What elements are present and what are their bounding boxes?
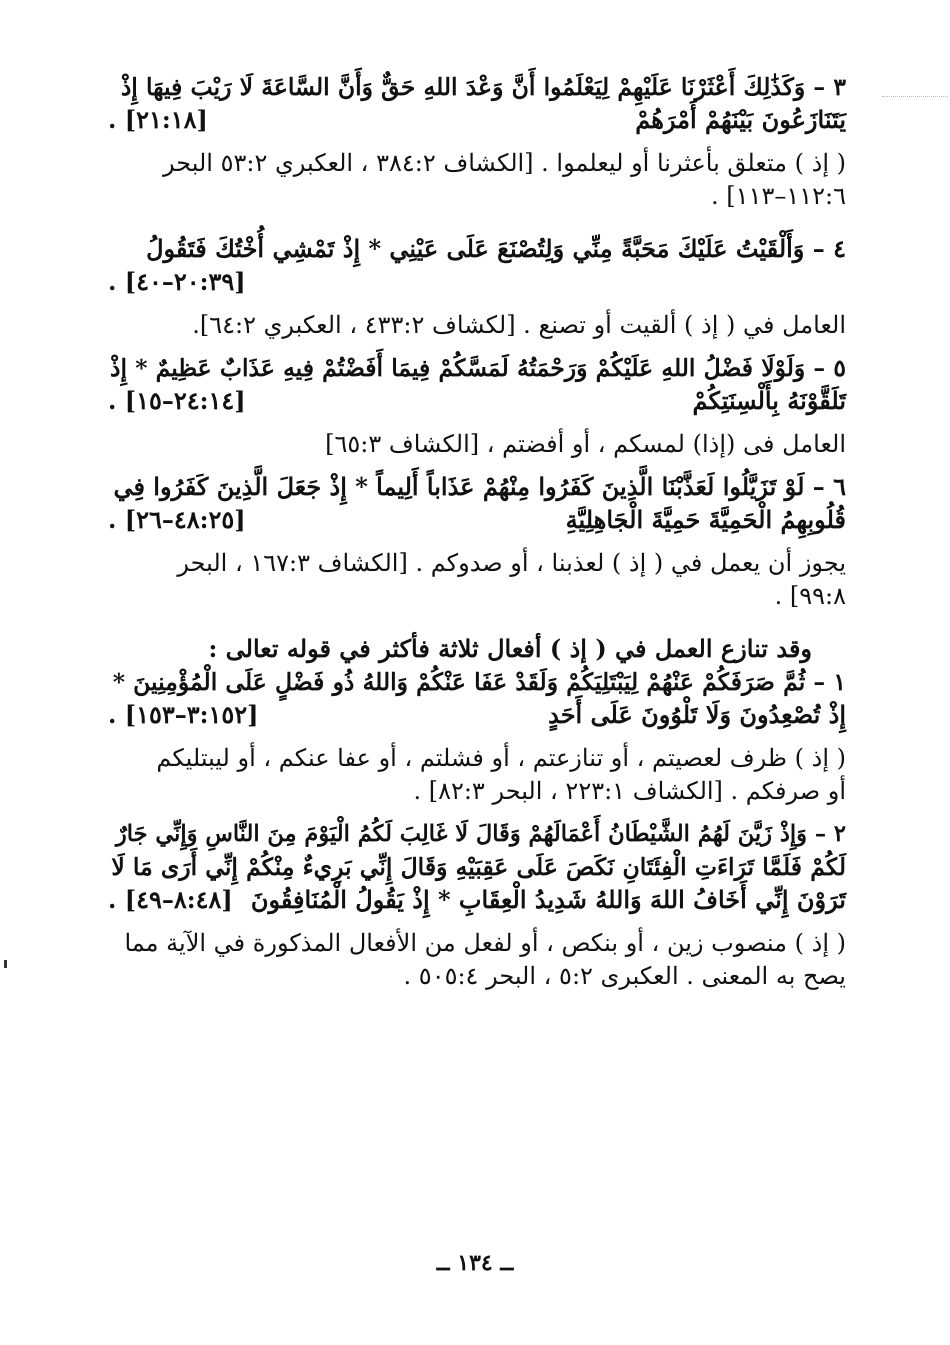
intro-text: وقد تنازع العمل في ( إذ ) أفعال ثلاثة فأكثر في قوله تعالى : <box>208 634 812 663</box>
verse-citation: [٢٤:١٤–١٥] . <box>108 386 246 415</box>
commentary-text: العامل في ( إذ ) ألقيت أو تصنع . [لكشاف ٤٣٣:٢ ، العكبري ٦٤:٢]. <box>192 311 846 339</box>
verse-citation: [٤٨:٢٥–٢٦] . <box>108 505 246 534</box>
section-intro <box>108 634 846 667</box>
entry-6 <box>108 472 846 614</box>
verse-line <box>108 353 846 386</box>
verse-citation: [٨:٤٨–٤٩] . <box>108 885 233 914</box>
verse-text: ٥ – وَلَوْلَا فَضْلُ اللهِ عَلَيْكُمْ وَرَحْمَتُهُ لَمَسَّكُمْ فِيمَا أَفَضْتُمْ فِيهِ عَذَابٌ عَظِيمٌ * إِذْ <box>110 354 846 382</box>
entry-b1 <box>108 667 846 809</box>
commentary-line <box>108 548 846 581</box>
entry-b2 <box>108 819 846 994</box>
verse-line <box>108 386 846 419</box>
verse-citation: [٢٠:٣٩–٤٠] . <box>108 267 246 296</box>
verse-text: تَرَوْنَ إِنِّي أَخَافُ اللهَ وَاللهُ شَدِيدُ الْعِقَابِ * إِذْ يَقُولُ الْمُنَافِقُونَ <box>250 885 846 914</box>
verse-citation: [٣:١٥٢–١٥٣] . <box>108 700 259 729</box>
commentary-text: ١١٢:٦–١١٣] . <box>711 182 846 210</box>
text-column <box>108 72 846 994</box>
verse-line <box>108 885 846 918</box>
verse-line <box>108 700 846 733</box>
commentary-text: يصح به المعنى . العكبرى ٥:٢ ، البحر ٥٠٥:٤ . <box>403 962 846 990</box>
commentary-line <box>108 148 846 181</box>
scan-edge-mark <box>882 96 948 99</box>
verse-text: تَلَقَّوْنَهُ بِأَلْسِنَتِكُمْ <box>692 386 846 415</box>
commentary-line <box>108 581 846 614</box>
verse-text: ٣ – وَكَذَٰلِكَ أَعْثَرْنَا عَلَيْهِمْ لِيَعْلَمُوا أَنَّ وَعْدَ اللهِ حَقٌّ وَأَنَّ السَّاعَةَ لَا رَيْبَ فِيهَا إِذْ <box>120 73 846 101</box>
commentary-text: ٩٩:٨] . <box>774 582 846 610</box>
verse-text: يَتَنَازَعُونَ بَيْنَهُمْ أَمْرَهُمْ <box>635 105 846 134</box>
verse-line <box>108 505 846 538</box>
commentary-line <box>108 928 846 961</box>
entry-4 <box>108 234 846 343</box>
verse-text: ٤ – وَأَلْقَيْتُ عَلَيْكَ مَحَبَّةً مِنِّي وَلِتُصْنَعَ عَلَى عَيْنِي * إِذْ تَمْشِي أُخْتُكَ فَتَقُولُ <box>146 234 846 263</box>
commentary-line <box>108 310 846 343</box>
verse-line <box>108 105 846 138</box>
verse-text: قُلُوبِهِمُ الْحَمِيَّةَ حَمِيَّةَ الْجَاهِلِيَّةِ <box>565 505 846 534</box>
verse-text: لَكُمْ فَلَمَّا تَرَاءَتِ الْفِئَتَانِ نَكَصَ عَلَى عَقِبَيْهِ وَقَالَ إِنِّي بَرِيءٌ مِنْكُمْ إِنِّي أَرَى مَا لَا <box>111 853 846 881</box>
commentary-text: أو صرفكم . [الكشاف ٢٢٣:١ ، البحر ٨٢:٣] . <box>413 777 846 805</box>
commentary-line <box>108 961 846 994</box>
entry-5 <box>108 353 846 462</box>
commentary-text: يجوز أن يعمل في ( إذ ) لعذبنا ، أو صدوكم . [الكشاف ١٦٧:٣ ، البحر <box>177 549 846 577</box>
verse-text: ٢ – وَإِذْ زَيَّنَ لَهُمُ الشَّيْطَانُ أَعْمَالَهُمْ وَقَالَ لَا غَالِبَ لَكُمُ الْيَوْمَ مِنَ النَّاسِ وَإِنِّي جَارٌ <box>115 821 846 847</box>
commentary-line <box>108 776 846 809</box>
commentary-text: ( إذ ) منصوب زين ، أو بنكص ، أو لفعل من الأفعال المذكورة في الآية مما <box>124 929 846 957</box>
verse-line <box>108 72 846 105</box>
verse-line <box>108 234 846 267</box>
commentary-text: العامل فى (إذا) لمسكم ، أو أفضتم ، [الكشاف ٦٥:٣] <box>325 430 846 458</box>
commentary-text: ( إذ ) ظرف لعصيتم ، أو تنازعتم ، أو فشلتم ، أو عفا عنكم ، أو ليبتليكم <box>156 744 846 772</box>
commentary-text: ( إذ ) متعلق بأعثرنا أو ليعلموا . [الكشاف ٣٨٤:٢ ، العكبري ٥٣:٢ البحر <box>162 149 846 177</box>
verse-text: ١ – ثُمَّ صَرَفَكُمْ عَنْهُمْ لِيَبْتَلِيَكُمْ وَلَقَدْ عَفَا عَنْكُمْ وَاللهُ ذُو فَضْلٍ عَلَى الْمُؤْمِنِينَ * <box>112 668 846 696</box>
verse-text: إِذْ تُصْعِدُونَ وَلَا تَلْوُونَ عَلَى أَحَدٍ <box>548 700 846 729</box>
verse-line <box>108 267 846 300</box>
verse-line <box>108 852 846 885</box>
scan-speck <box>4 960 7 968</box>
page-number: ــ ١٣٤ ــ <box>436 1250 514 1276</box>
verse-text: ٦ – لَوْ تَزَيَّلُوا لَعَذَّبْنَا الَّذِينَ كَفَرُوا مِنْهُمْ عَذَاباً أَلِيماً * إِذْ جَعَلَ الَّذِينَ كَفَرُوا فِي <box>113 472 846 501</box>
verse-line <box>108 819 846 852</box>
entry-3 <box>108 72 846 214</box>
verse-line <box>108 667 846 700</box>
verse-citation: [٢١:١٨] . <box>108 105 208 134</box>
commentary-line <box>108 181 846 214</box>
verse-line <box>108 472 846 505</box>
commentary-line <box>108 743 846 776</box>
commentary-line <box>108 429 846 462</box>
